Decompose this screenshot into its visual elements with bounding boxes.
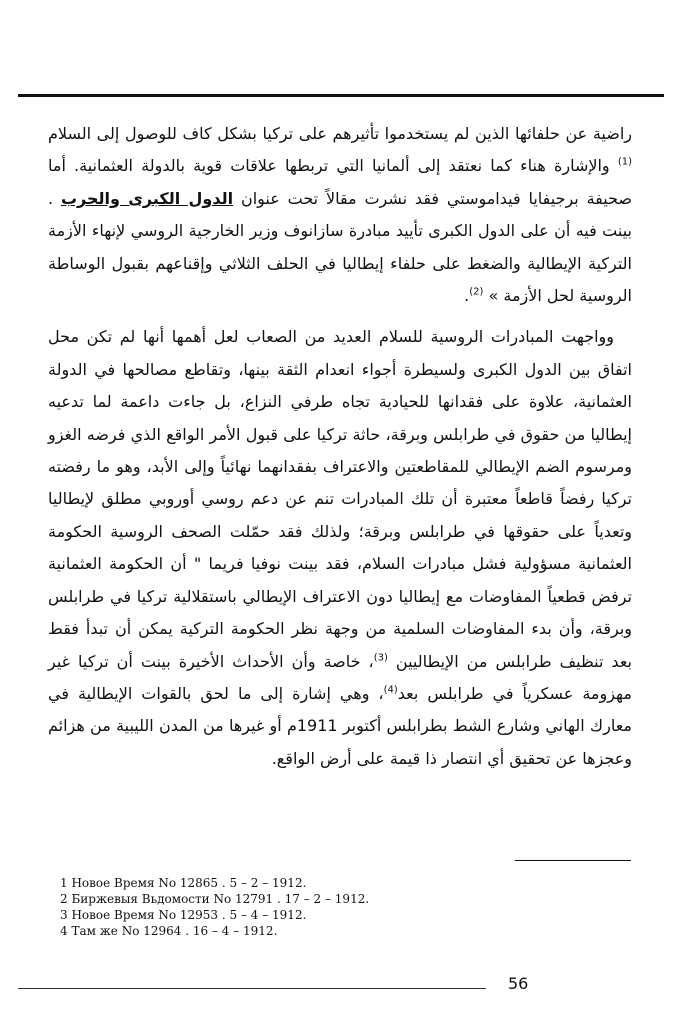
paragraph-1: [48, 118, 632, 312]
footnotes: [60, 875, 560, 939]
footnote-separator: [515, 860, 631, 861]
footnote-4: 4 Там же No 12964 . 16 – 4 – 1912.: [60, 924, 278, 938]
footnote-3: 3 Новое Время No 12953 . 5 – 4 – 1912.: [60, 908, 307, 922]
body-text: [48, 118, 632, 775]
header-rule: [18, 94, 664, 97]
paragraph-1-part-1: راضية عن حلفائها الذين لم يستخدموا تأثيرهم على تركيا بشكل كاف للوصول إلى السلام: [48, 124, 632, 143]
paragraph-2-part-3: ، وهي إشارة إلى ما لحق بالقوات الإيطالية في معارك الهاني وشارع الشط بطرابلس أكتوبر 1911م أو غيرها من المدن الليبية من هزائم وعجزها عن تحقيق أي انتصار ذا قيمة على أرض الواقع.: [48, 683, 632, 768]
paragraph-2: [48, 321, 632, 775]
footnote-2: 2 Биржевыя Вьдомости No 12791 . 17 – 2 – 1912.: [60, 892, 370, 906]
article-title: الدول الكبرى والحرب: [60, 188, 234, 208]
paragraph-1-part-4: .: [464, 286, 470, 306]
paragraph-2-part-2: ، خاصة وأن الأحداث الأخيرة بينت أن تركيا غير مهزومة عسكرياً في طرابلس بعد: [48, 651, 632, 703]
paragraph-2-part-1: وواجهت المبادرات الروسية للسلام العديد من الصعاب لعل أهمها أنها لم تكن محل اتفاق بين الدول الكبرى ولسيطرة أجواء انعدام الثقة بينها، وتقاطع مصالحها في الدولة العثمانية، علاوة على فقدانها للحيادية تجاه طرفي النزاع، بل جاءت داعمة لما تدعيه إيطاليا من حقوق في طرابلس وبرقة، حاثة تركيا على قبول الأمر الواقع الذي فرضه الغزو ومرسوم الضم الإيطالي للمقاطعتين والاعتراف بفقدانهما نهائياً وإلى الأبد، وهو ما رفضته تركيا رفضاً قاطعاً معتبرة أن تلك المبادرات تنم عن دعم روسي أوروبي مطلق لإيطاليا وتعدياً على حقوقها في طرابلس وبرقة؛ ولذلك فقد حمّلت الصحف الروسية الحكومة العثمانية مسؤولية فشل مبادرات السلام، فقد بينت نوفيا فريما " أن الحكومة العثمانية ترفض قطعياً المفاوضات مع إيطاليا دون الاعتراف الإيطالي باستقلالية تركيا في طرابلس وبرقة، وأن بدء المفاوضات السلمية من وجهة نظر الحكومة التركية يمكن أن تبدأ فقط بعد تنظيف طرابلس من الإيطاليين: [48, 327, 633, 671]
page-number: 56: [508, 974, 529, 993]
paragraph-1-part-3: . بينت فيه أن على الدول الكبرى تأييد مبادرة سازانوف وزير الخارجية الروسي لإنهاء الأزمة التركية الإيطالية والضغط على حلفاء إيطاليا في الحلف الثلاثي وإقناعهم بقبول الوساطة الروسية لحل الأزمة »: [48, 188, 632, 306]
footnote-1: 1 Новое Время No 12865 . 5 – 2 – 1912.: [60, 876, 307, 890]
footnote-ref-2: (2): [469, 286, 484, 298]
footnote-ref-1: (1): [617, 157, 632, 169]
paragraph-1-part-2: والإشارة هناء كما نعتقد إلى ألمانيا التي تربطها علاقات قوية بالدولة العثمانية. أما صحيفة برجيفايا فيداموستي فقد نشرت مقالاً تحت عنوان: [48, 156, 633, 208]
footnote-ref-4: (4): [383, 684, 398, 696]
footer-rule: [18, 988, 486, 989]
footnote-ref-3: (3): [373, 652, 388, 664]
